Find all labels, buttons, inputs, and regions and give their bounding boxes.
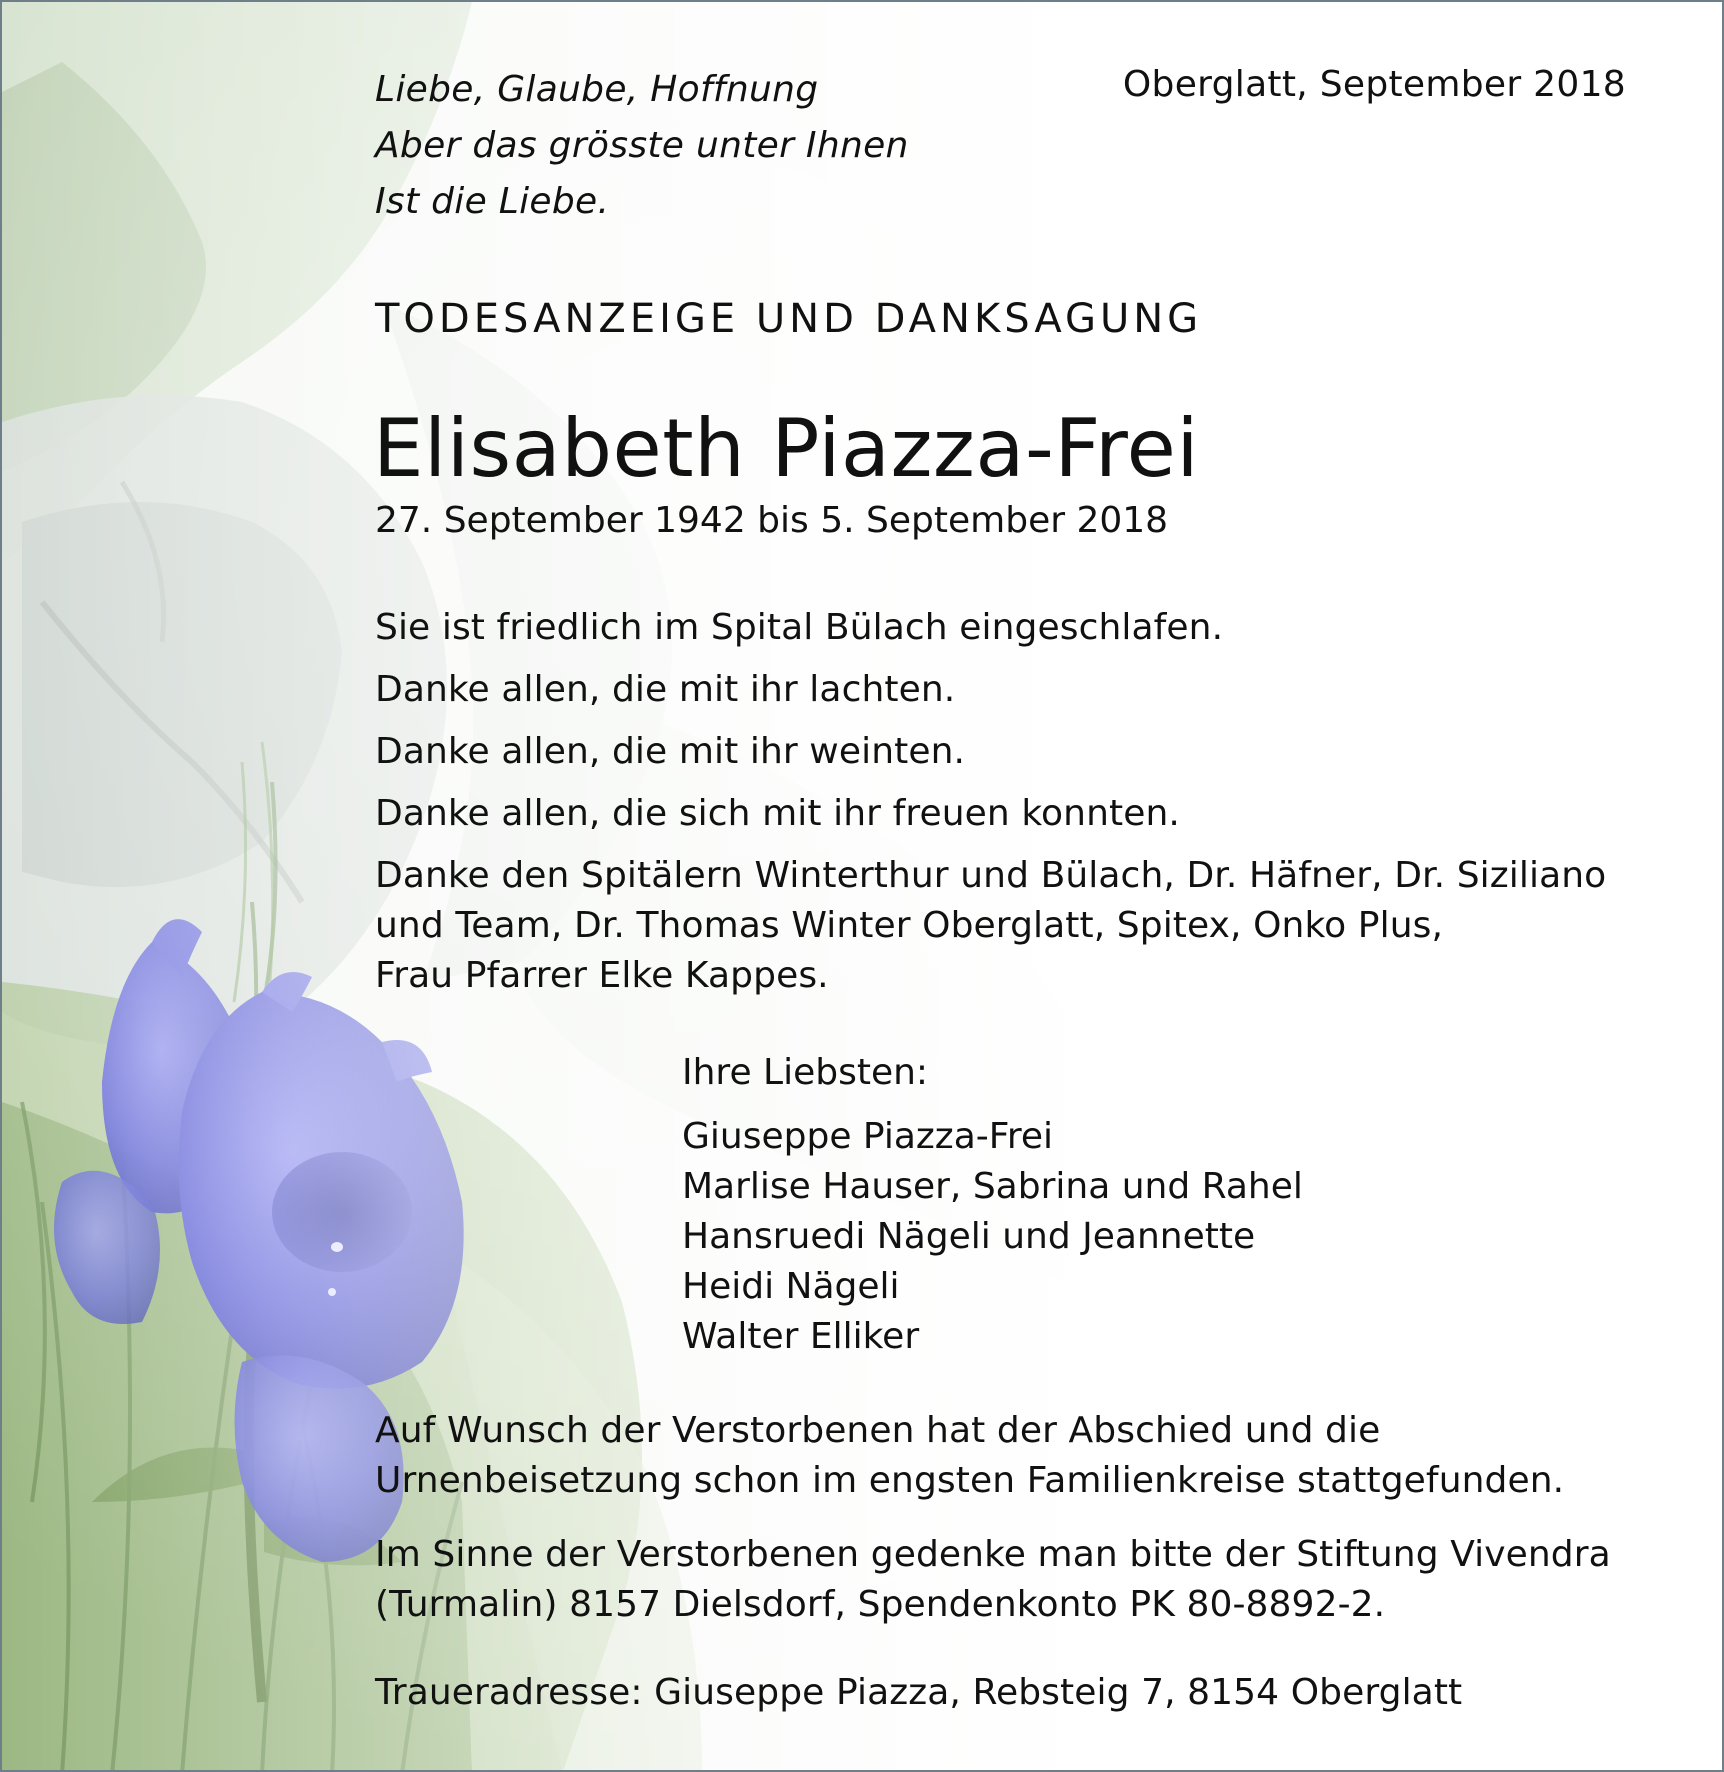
message-line-3: Danke allen, die mit ihr weinten. bbox=[375, 731, 966, 772]
message-line-2: Danke allen, die mit ihr lachten. bbox=[375, 669, 956, 710]
mourning-address: Traueradresse: Giuseppe Piazza, Rebsteig 7, 8154 Oberglatt bbox=[375, 1672, 1463, 1713]
thanks-line-3: Frau Pfarrer Elke Kappes. bbox=[375, 955, 829, 996]
message-line-4: Danke allen, die sich mit ihr freuen konnten. bbox=[375, 793, 1180, 834]
motto-line-2: Aber das grösste unter Ihnen bbox=[375, 125, 909, 166]
motto-line-3: Ist die Liebe. bbox=[375, 181, 610, 222]
farewell-line-2: Urnenbeisetzung schon im engsten Familienkreise stattgefunden. bbox=[375, 1460, 1565, 1501]
mourner-name: Giuseppe Piazza-Frei bbox=[682, 1116, 1053, 1157]
place-date: Oberglatt, September 2018 bbox=[1122, 64, 1626, 105]
motto-line-1: Liebe, Glaube, Hoffnung bbox=[375, 69, 819, 110]
thanks-line-1: Danke den Spitälern Winterthur und Bülach, Dr. Häfner, Dr. Siziliano bbox=[375, 855, 1607, 896]
notice-heading: TODESANZEIGE UND DANKSAGUNG bbox=[375, 296, 1203, 342]
farewell-line-1: Auf Wunsch der Verstorbenen hat der Abschied und die bbox=[375, 1410, 1381, 1451]
donation-line-2: (Turmalin) 8157 Dielsdorf, Spendenkonto PK 80-8892-2. bbox=[375, 1584, 1386, 1625]
thanks-line-2: und Team, Dr. Thomas Winter Oberglatt, Spitex, Onko Plus, bbox=[375, 905, 1444, 946]
mourner-name: Walter Elliker bbox=[682, 1316, 920, 1357]
message-line-1: Sie ist friedlich im Spital Bülach eingeschlafen. bbox=[375, 607, 1224, 648]
donation-line-1: Im Sinne der Verstorbenen gedenke man bitte der Stiftung Vivendra bbox=[375, 1534, 1611, 1575]
deceased-name: Elisabeth Piazza-Frei bbox=[373, 402, 1200, 495]
mourner-name: Heidi Nägeli bbox=[682, 1266, 900, 1307]
mourners-label: Ihre Liebsten: bbox=[682, 1052, 929, 1093]
mourner-name: Marlise Hauser, Sabrina und Rahel bbox=[682, 1166, 1303, 1207]
mourner-name: Hansruedi Nägeli und Jeannette bbox=[682, 1216, 1256, 1257]
life-dates: 27. September 1942 bis 5. September 2018 bbox=[375, 500, 1169, 541]
